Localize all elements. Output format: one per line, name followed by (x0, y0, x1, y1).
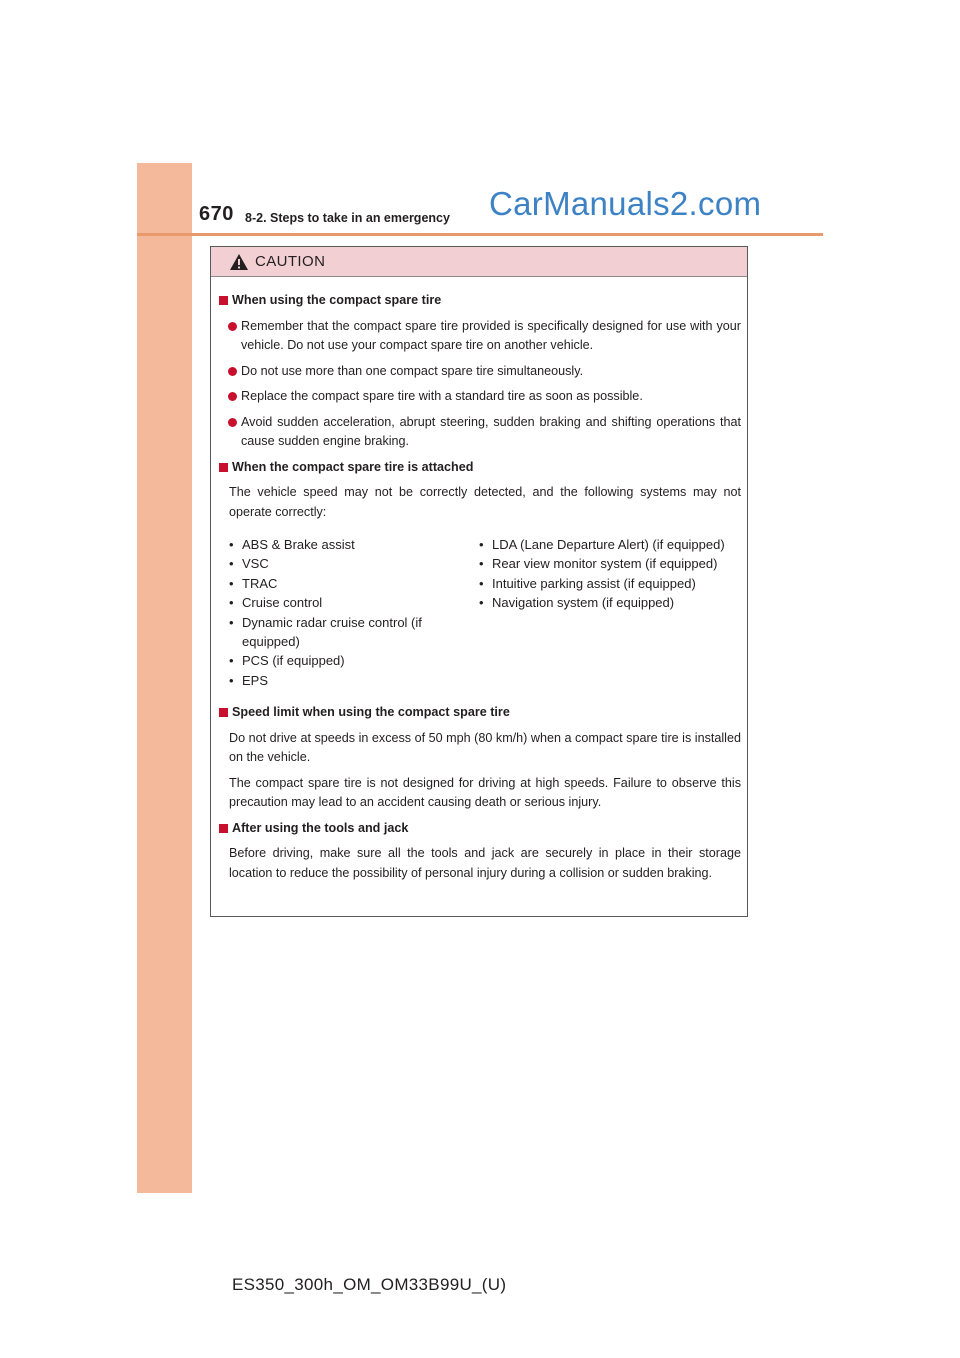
square-bullet-icon (219, 824, 228, 833)
side-tab-bar (137, 163, 192, 1193)
circle-bullet-icon (228, 392, 237, 401)
section-heading-text: When the compact spare tire is attached (232, 459, 474, 474)
bullet-text: Replace the compact spare tire with a standard tire as soon as possible. (241, 389, 643, 403)
section-heading-text: Speed limit when using the compact spare tire (232, 705, 510, 720)
bullet-item (228, 413, 741, 452)
list-item: • LDA (Lane Departure Alert) (if equipped) (479, 537, 725, 552)
list-item: • Navigation system (if equipped) (479, 595, 675, 611)
systems-column-right (479, 535, 729, 690)
section-heading (219, 703, 741, 723)
bullet-item (228, 362, 741, 382)
caution-header (211, 247, 747, 277)
list-item: • EPS (229, 672, 269, 688)
bullet-text: Remember that the compact spare tire provided is specifically designed for use with your vehicle. Do not use your compact spare tire on another vehicle. (241, 318, 741, 352)
document-code: ES350_300h_OM_OM33B99U_(U) (232, 1275, 507, 1294)
watermark: CarManuals2.com (489, 185, 762, 222)
caution-label: CAUTION (255, 253, 326, 270)
list-item: • PCS (if equipped) (229, 653, 345, 669)
section-heading-text: After using the tools and jack (232, 820, 409, 835)
list-item: • Intuitive parking assist (if equipped) (479, 575, 696, 591)
section-heading (219, 291, 741, 311)
affected-systems-list (229, 535, 741, 690)
list-item: • Rear view monitor system (if equipped) (479, 556, 718, 572)
warning-triangle-icon (229, 253, 249, 271)
list-item: • Cruise control (229, 595, 323, 611)
section-heading (219, 819, 741, 839)
bullet-item (228, 387, 741, 407)
page-number: 670 (199, 203, 234, 225)
list-item: • ABS & Brake assist (229, 537, 355, 552)
circle-bullet-icon (228, 322, 237, 331)
list-item: • TRAC (229, 575, 278, 591)
section-heading-text: When using the compact spare tire (232, 293, 442, 307)
paragraph: The compact spare tire is not designed for driving at high speeds. Failure to observe this precaution may lead to an accident causing death or serious injury. (229, 775, 741, 810)
paragraph: Before driving, make sure all the tools and jack are securely in place in their storage location to reduce the possibility of personal injury during a collision or sudden braking. (229, 846, 741, 880)
square-bullet-icon (219, 463, 228, 472)
caution-box (210, 246, 748, 917)
systems-column-left (229, 535, 479, 690)
list-item: • VSC (229, 556, 269, 572)
circle-bullet-icon (228, 418, 237, 427)
square-bullet-icon (219, 708, 228, 717)
paragraph: The vehicle speed may not be correctly detected, and the following systems may not operate correctly: (229, 485, 741, 519)
bullet-text: Avoid sudden acceleration, abrupt steering, sudden braking and shifting operations that cause sudden engine braking. (241, 414, 741, 448)
circle-bullet-icon (228, 367, 237, 376)
section-heading (219, 458, 741, 478)
bullet-text: Do not use more than one compact spare tire simultaneously. (241, 363, 584, 378)
bullet-item (228, 317, 741, 356)
header-rule (137, 233, 823, 236)
square-bullet-icon (219, 296, 228, 305)
paragraph: Do not drive at speeds in excess of 50 mph (80 km/h) when a compact spare tire is installed on the vehicle. (229, 730, 741, 765)
list-item: • Dynamic radar cruise control (if equipped) (229, 614, 422, 650)
section-title: 8-2. Steps to take in an emergency (245, 211, 450, 225)
caution-body (211, 277, 747, 883)
